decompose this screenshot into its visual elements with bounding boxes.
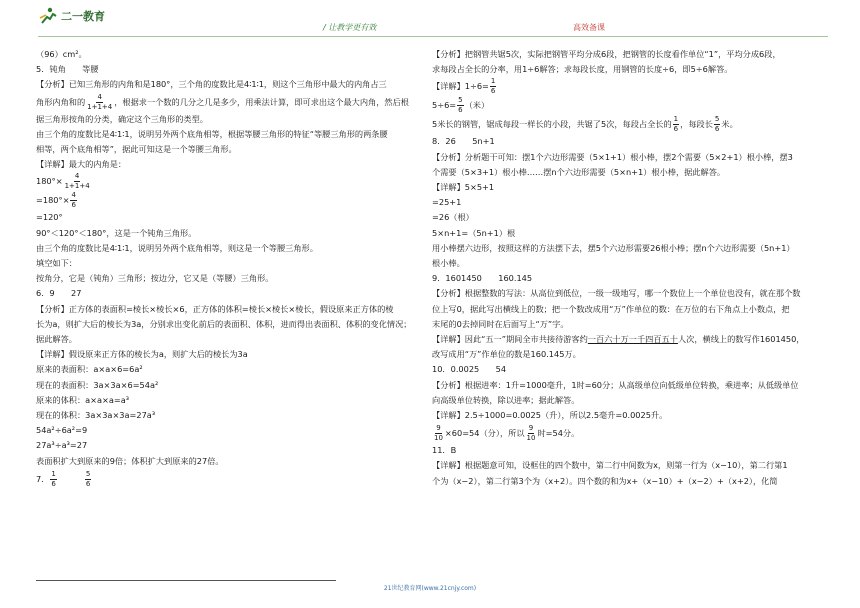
numerator: 4	[71, 191, 76, 200]
numerator: 1	[673, 115, 679, 124]
text-span: 角形内角和的	[36, 96, 86, 107]
denominator: 1+1+4	[64, 182, 90, 191]
fraction	[64, 172, 91, 191]
denominator: 10	[434, 434, 443, 443]
text-line: 90°＜120°＜180°，这是一个钝角三角形。	[36, 227, 197, 238]
logo	[38, 6, 105, 26]
text-line: 根小棒。	[432, 258, 465, 269]
text-line	[432, 423, 817, 443]
numerator: 9	[528, 424, 534, 433]
denominator: 1+1+4	[87, 102, 113, 111]
numerator: 1	[51, 469, 56, 478]
numerator: 9	[436, 424, 441, 433]
text-line: 5×n+1=（5n+1）根	[432, 227, 516, 238]
text-span: =180°×	[36, 195, 70, 206]
numerator: 5	[85, 469, 91, 478]
text-line: 填空如下：	[36, 258, 77, 269]
fraction	[673, 115, 679, 134]
text-line: 按角分，它是（钝角）三角形；按边分，它又是（等腰）三角形。	[36, 273, 274, 284]
answer-8: 8．26 5n+1	[432, 136, 495, 147]
fraction	[86, 93, 113, 112]
text-line: 末尾的0去掉同时在后面写上“万”字。	[432, 318, 569, 329]
fraction	[714, 115, 720, 134]
analysis-10: 【分析】根据进率：1升=1000毫升，1时=60分；从高级单位向低级单位转换，乘进率；从低级单位	[432, 379, 799, 390]
text-span: 5÷6=	[432, 100, 457, 111]
solution-7	[432, 77, 817, 96]
answer-7	[36, 469, 408, 489]
text-span: ，根据求一个数的几分之几是多少，用乘法计算，即可求出这个最大内角，然后根	[114, 96, 409, 107]
answer-6: 6．9 27	[36, 288, 82, 299]
text-line: 长为a，则扩大后的棱长为3a，分别求出变化前后的表面积、体积，进而得出表面积、体积的变化情况；	[36, 318, 412, 329]
numerator: 4	[74, 172, 80, 181]
text-line: 原来的体积：a×a×a=a³	[36, 394, 130, 405]
header-divider	[38, 36, 828, 37]
denominator: 6	[490, 87, 496, 96]
denominator: 6	[51, 479, 56, 488]
text-line: 现在的体积：3a×3a×3a=27a³	[36, 410, 156, 421]
numerator: 5	[458, 96, 463, 105]
underlined-number-words: 一百六十万一千四百五十	[587, 334, 678, 345]
text-line: 据此解答。	[36, 334, 77, 345]
text-line: =120°	[36, 212, 63, 223]
runner-logo-icon	[38, 6, 58, 26]
text-span: 5米长的钢管，锯成每段一样长的小段，共锯了5次，每段占全长的	[432, 119, 672, 130]
text-line: 用小棒摆六边形，按照这样的方法摆下去，摆5个六边形需要26根小棒；摆n个六边形需要（5n+1）	[432, 242, 795, 253]
text-span: ，每段长	[680, 119, 713, 130]
numerator: 1	[490, 77, 496, 86]
fraction	[457, 96, 463, 115]
page-header	[38, 6, 828, 40]
text-line: =25+1	[432, 197, 462, 208]
denominator: 6	[673, 125, 679, 134]
text-line: 相等，两个底角相等”，据此可知这是一个等腰三角形。	[36, 144, 237, 155]
text-span: ×60=54（分），所以	[444, 428, 525, 439]
denominator: 6	[71, 201, 76, 210]
answer-10: 10．0.0025 54	[432, 364, 507, 375]
numerator: 4	[97, 92, 102, 101]
denominator: 6	[85, 479, 91, 488]
text-span: 人次，横线上的数写作1601450，	[677, 334, 805, 345]
text-line: 个为（x−2），第二行第3个为（x+2）。四个数的和为x+（x−10）+（x−2）+（x+2），化简	[432, 475, 778, 486]
analysis-8: 【分析】分析题干可知：摆1个六边形需要（5×1+1）根小棒，摆2个需要（5×2+1）根小棒，摆3	[432, 151, 793, 162]
fraction	[526, 424, 537, 443]
text-span: 【详解】因此“五一”期间全市共接待游客约	[432, 334, 588, 345]
header-slogan: / 让教学更有效	[323, 23, 377, 32]
right-column	[432, 47, 817, 489]
text-span: 米。	[721, 119, 738, 130]
text-span: 180°×	[36, 176, 63, 187]
analysis-5: 【分析】已知三角形的内角和是180°，三个角的度数比是4∶1∶1，则这个三角形中最大的内角占三	[36, 79, 387, 90]
text-line: 由三个角的度数比是4∶1∶1，说明另外两个底角相等，则这是一个等腰三角形。	[36, 242, 318, 253]
text-line: 个需要（5×3+1）根小棒……摆n个六边形需要（5×n+1）根小棒，据此解答。	[432, 166, 726, 177]
text-line: 求每段占全长的分率，用1÷6解答；求每段长度，用钢管的长度÷6，即5÷6解答。	[432, 64, 733, 75]
text-line: 现在的表面积：3a×3a×6=54a²	[36, 379, 159, 390]
fraction	[490, 77, 496, 96]
analysis-7: 【分析】把钢管共锯5次，实际把钢管平均分成6段，把钢管的长度看作单位“1”，平均分成6段，	[432, 49, 781, 59]
denominator: 6	[458, 106, 463, 115]
text-line: 原来的表面积：a×a×6=6a²	[36, 364, 143, 375]
header-right-label: 高效备课	[573, 23, 605, 32]
text-span: 7．	[36, 473, 50, 484]
denominator: 6	[714, 125, 720, 134]
solution-11: 【详解】根据题意可知，设框住的四个数中，第二行中间数为x，则第一行为（x−10），第二行第1	[432, 460, 788, 471]
footer-divider	[36, 580, 336, 581]
solution-10: 【详解】2.5÷1000=0.0025（升），所以2.5毫升=0.0025升。	[432, 410, 668, 421]
solution-9	[432, 332, 817, 347]
text-line: 位上写0，据此写出横线上的数；把一个数改成用“万”作单位的数：在万位的右下角点上小数点，把	[432, 303, 790, 314]
text-line: 据三角形按角的分类，确定这个三角形的类型。	[36, 113, 208, 124]
text-line: 改写成用“万”作单位的数是160.145万。	[432, 349, 581, 360]
solution-5: 【详解】最大的内角是：	[36, 159, 127, 170]
text-line: 由三个角的度数比是4∶1∶1，说明另外两个底角相等，根据等腰三角形的特征“等腰三角形的两条腰	[36, 128, 388, 139]
text-line: 向高级单位转换，除以进率；据此解答。	[432, 394, 580, 405]
analysis-6: 【分析】正方体的表面积=棱长×棱长×6，正方体的体积=棱长×棱长×棱长，假设原来正方体的棱	[36, 303, 394, 314]
text-span: （米）	[464, 100, 490, 111]
fraction	[70, 191, 76, 210]
text-line: 54a²÷6a²=9	[36, 425, 88, 436]
text-line	[36, 191, 408, 210]
text-line	[432, 115, 817, 134]
solution-8: 【详解】5×5+1	[432, 182, 495, 193]
numerator: 5	[714, 115, 720, 124]
left-column	[36, 47, 412, 489]
text-span: 时=54分。	[537, 428, 580, 439]
analysis-9: 【分析】根据整数的写法：从高位到低位，一级一级地写，哪一个数位上一个单位也没有，就在那个数	[432, 288, 801, 299]
text-line	[432, 96, 817, 115]
answer-11: 11．B	[432, 445, 457, 456]
text-line	[36, 93, 408, 112]
text-line: 表面积扩大到原来的9倍；体积扩大到原来的27倍。	[36, 455, 224, 466]
text-line: 27a³÷a³=27	[36, 440, 88, 451]
page-footer: 21世纪教育网(www.21cnjy.com)	[383, 585, 477, 592]
solution-6: 【详解】假设原来正方体的棱长为a，则扩大后的棱长为3a	[36, 349, 248, 360]
fraction	[50, 470, 56, 489]
text-line: （96）cm²。	[36, 49, 87, 59]
fraction	[433, 424, 444, 443]
answer-9: 9．1601450 160.145	[432, 273, 533, 284]
logo-text: 二一教育	[61, 10, 105, 23]
text-line	[36, 172, 408, 191]
text-line: =26（根）	[432, 212, 474, 223]
text-span: 【详解】1÷6=	[432, 81, 489, 92]
fraction	[85, 470, 91, 489]
answer-5: 5．钝角 等腰	[36, 64, 99, 75]
denominator: 10	[526, 434, 536, 443]
